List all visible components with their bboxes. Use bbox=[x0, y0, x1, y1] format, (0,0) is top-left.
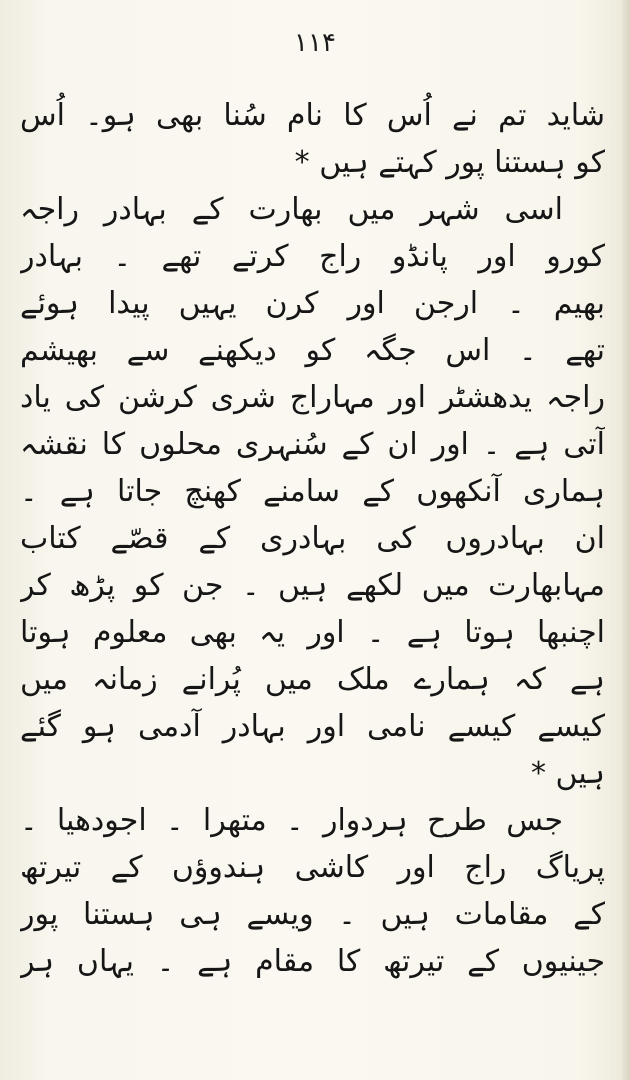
text-line: ہیں * bbox=[530, 756, 605, 791]
text-line: راجہ یدھشٹر اور مہاراج شری کرشن کی یاد bbox=[20, 380, 605, 415]
text-line: ہماری آنکھوں کے سامنے کھنچ جاتا ہے ۔ bbox=[20, 474, 605, 509]
text-line: اچنبھا ہوتا ہے ۔ اور یہ بھی معلوم ہوتا bbox=[20, 615, 605, 650]
text-line: شاید تم نے اُس کا نام سُنا بھی ہو۔ اُس bbox=[20, 98, 605, 133]
text-line: بھیم ۔ ارجن اور کرن یہیں پیدا ہوئے bbox=[20, 286, 605, 321]
text-line: کورو اور پانڈو راج کرتے تھے ۔ بہادر bbox=[20, 239, 605, 274]
page-edge bbox=[622, 0, 630, 1080]
page-number: ۱۱۴ bbox=[294, 28, 336, 58]
text-line: کیسے کیسے نامی اور بہادر آدمی ہو گئے bbox=[20, 709, 605, 744]
text-line: کو ہستنا پور کہتے ہیں * bbox=[294, 145, 605, 180]
text-line: جینیوں کے تیرتھ کا مقام ہے ۔ یہاں ہر bbox=[20, 944, 605, 979]
text-line: ہے کہ ہمارے ملک میں پُرانے زمانہ میں bbox=[20, 662, 605, 697]
text-line: ان بہادروں کی بہادری کے قصّے کتاب bbox=[20, 521, 605, 556]
page-text bbox=[20, 92, 605, 985]
text-line: جس طرح ہردوار ۔ متھرا ۔ اجودھیا ۔ bbox=[20, 803, 563, 838]
text-line: کے مقامات ہیں ۔ ویسے ہی ہستنا پور bbox=[20, 897, 605, 932]
text-line: اسی شہر میں بھارت کے بہادر راجہ bbox=[20, 192, 563, 227]
text-line: تھے ۔ اس جگہ کو دیکھنے سے بھیشم bbox=[20, 333, 605, 368]
text-line: پریاگ راج اور کاشی ہندوؤں کے تیرتھ bbox=[20, 850, 605, 885]
text-line: آتی ہے ۔ اور ان کے سُنہری محلوں کا نقشہ bbox=[20, 427, 605, 462]
text-line: مہابھارت میں لکھے ہیں ۔ جن کو پڑھ کر bbox=[20, 568, 605, 603]
